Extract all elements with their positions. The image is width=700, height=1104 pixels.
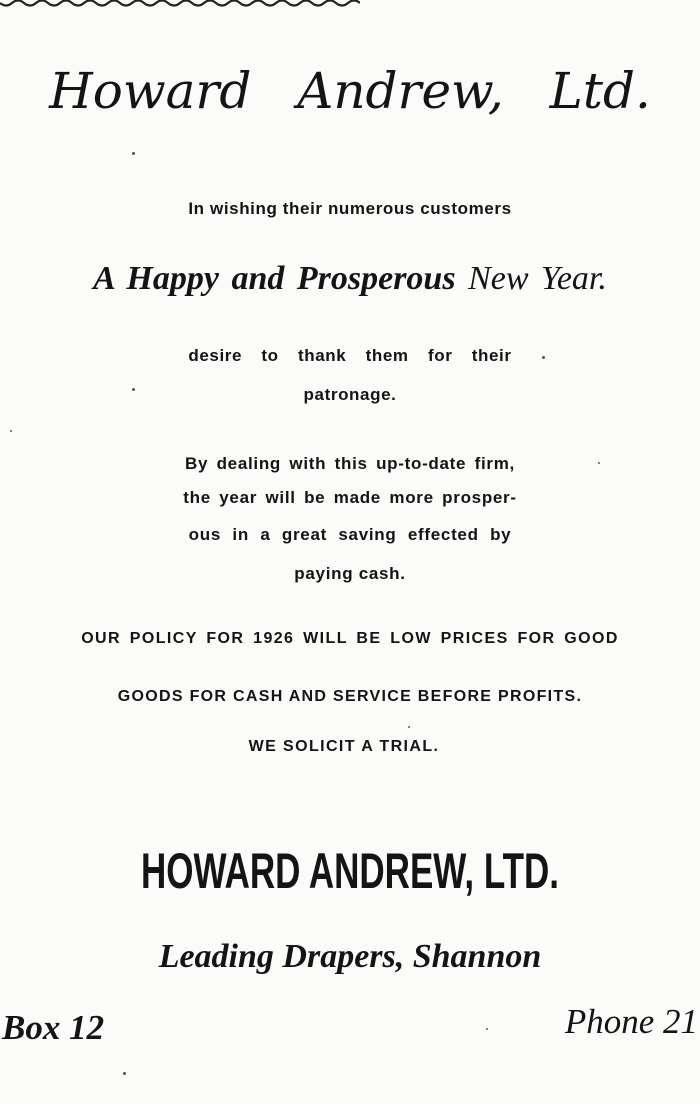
thanks-line: patronage.: [303, 385, 397, 404]
dealing-line: paying cash.: [294, 564, 406, 583]
print-speck: [486, 1028, 488, 1030]
print-speck: [408, 726, 410, 728]
print-speck: [123, 1072, 126, 1075]
advert-heading: Howard Andrew, Ltd.: [49, 62, 651, 120]
dealing-line: the year will be made more prosper-: [183, 488, 517, 507]
policy-line: GOODS FOR CASH AND SERVICE BEFORE PROFITS.: [117, 688, 583, 705]
box-number: Box 12: [2, 1008, 105, 1047]
decorative-wave-border: [0, 0, 360, 10]
greeting-bold-text: A Happy and Prosperous: [93, 260, 456, 297]
firm-tagline: Leading Drapers, Shannon: [158, 938, 542, 975]
print-speck: [132, 152, 135, 155]
dealing-line: ous in a great saving effected by: [188, 525, 512, 544]
policy-line: OUR POLICY FOR 1926 WILL BE LOW PRICES FOR GOOD: [81, 630, 619, 647]
greeting-light-text: New Year.: [468, 260, 607, 297]
intro-line: In wishing their numerous customers: [188, 199, 512, 218]
phone-number: Phone 21: [564, 1002, 698, 1041]
new-year-greeting: [0, 260, 700, 298]
policy-line: WE SOLICIT A TRIAL.: [248, 738, 440, 755]
print-speck: [10, 430, 12, 432]
thanks-line: desire to thank them for their: [188, 346, 512, 365]
dealing-line: By dealing with this up-to-date firm,: [185, 454, 515, 473]
firm-name: HOWARD ANDREW, LTD.: [140, 843, 560, 899]
